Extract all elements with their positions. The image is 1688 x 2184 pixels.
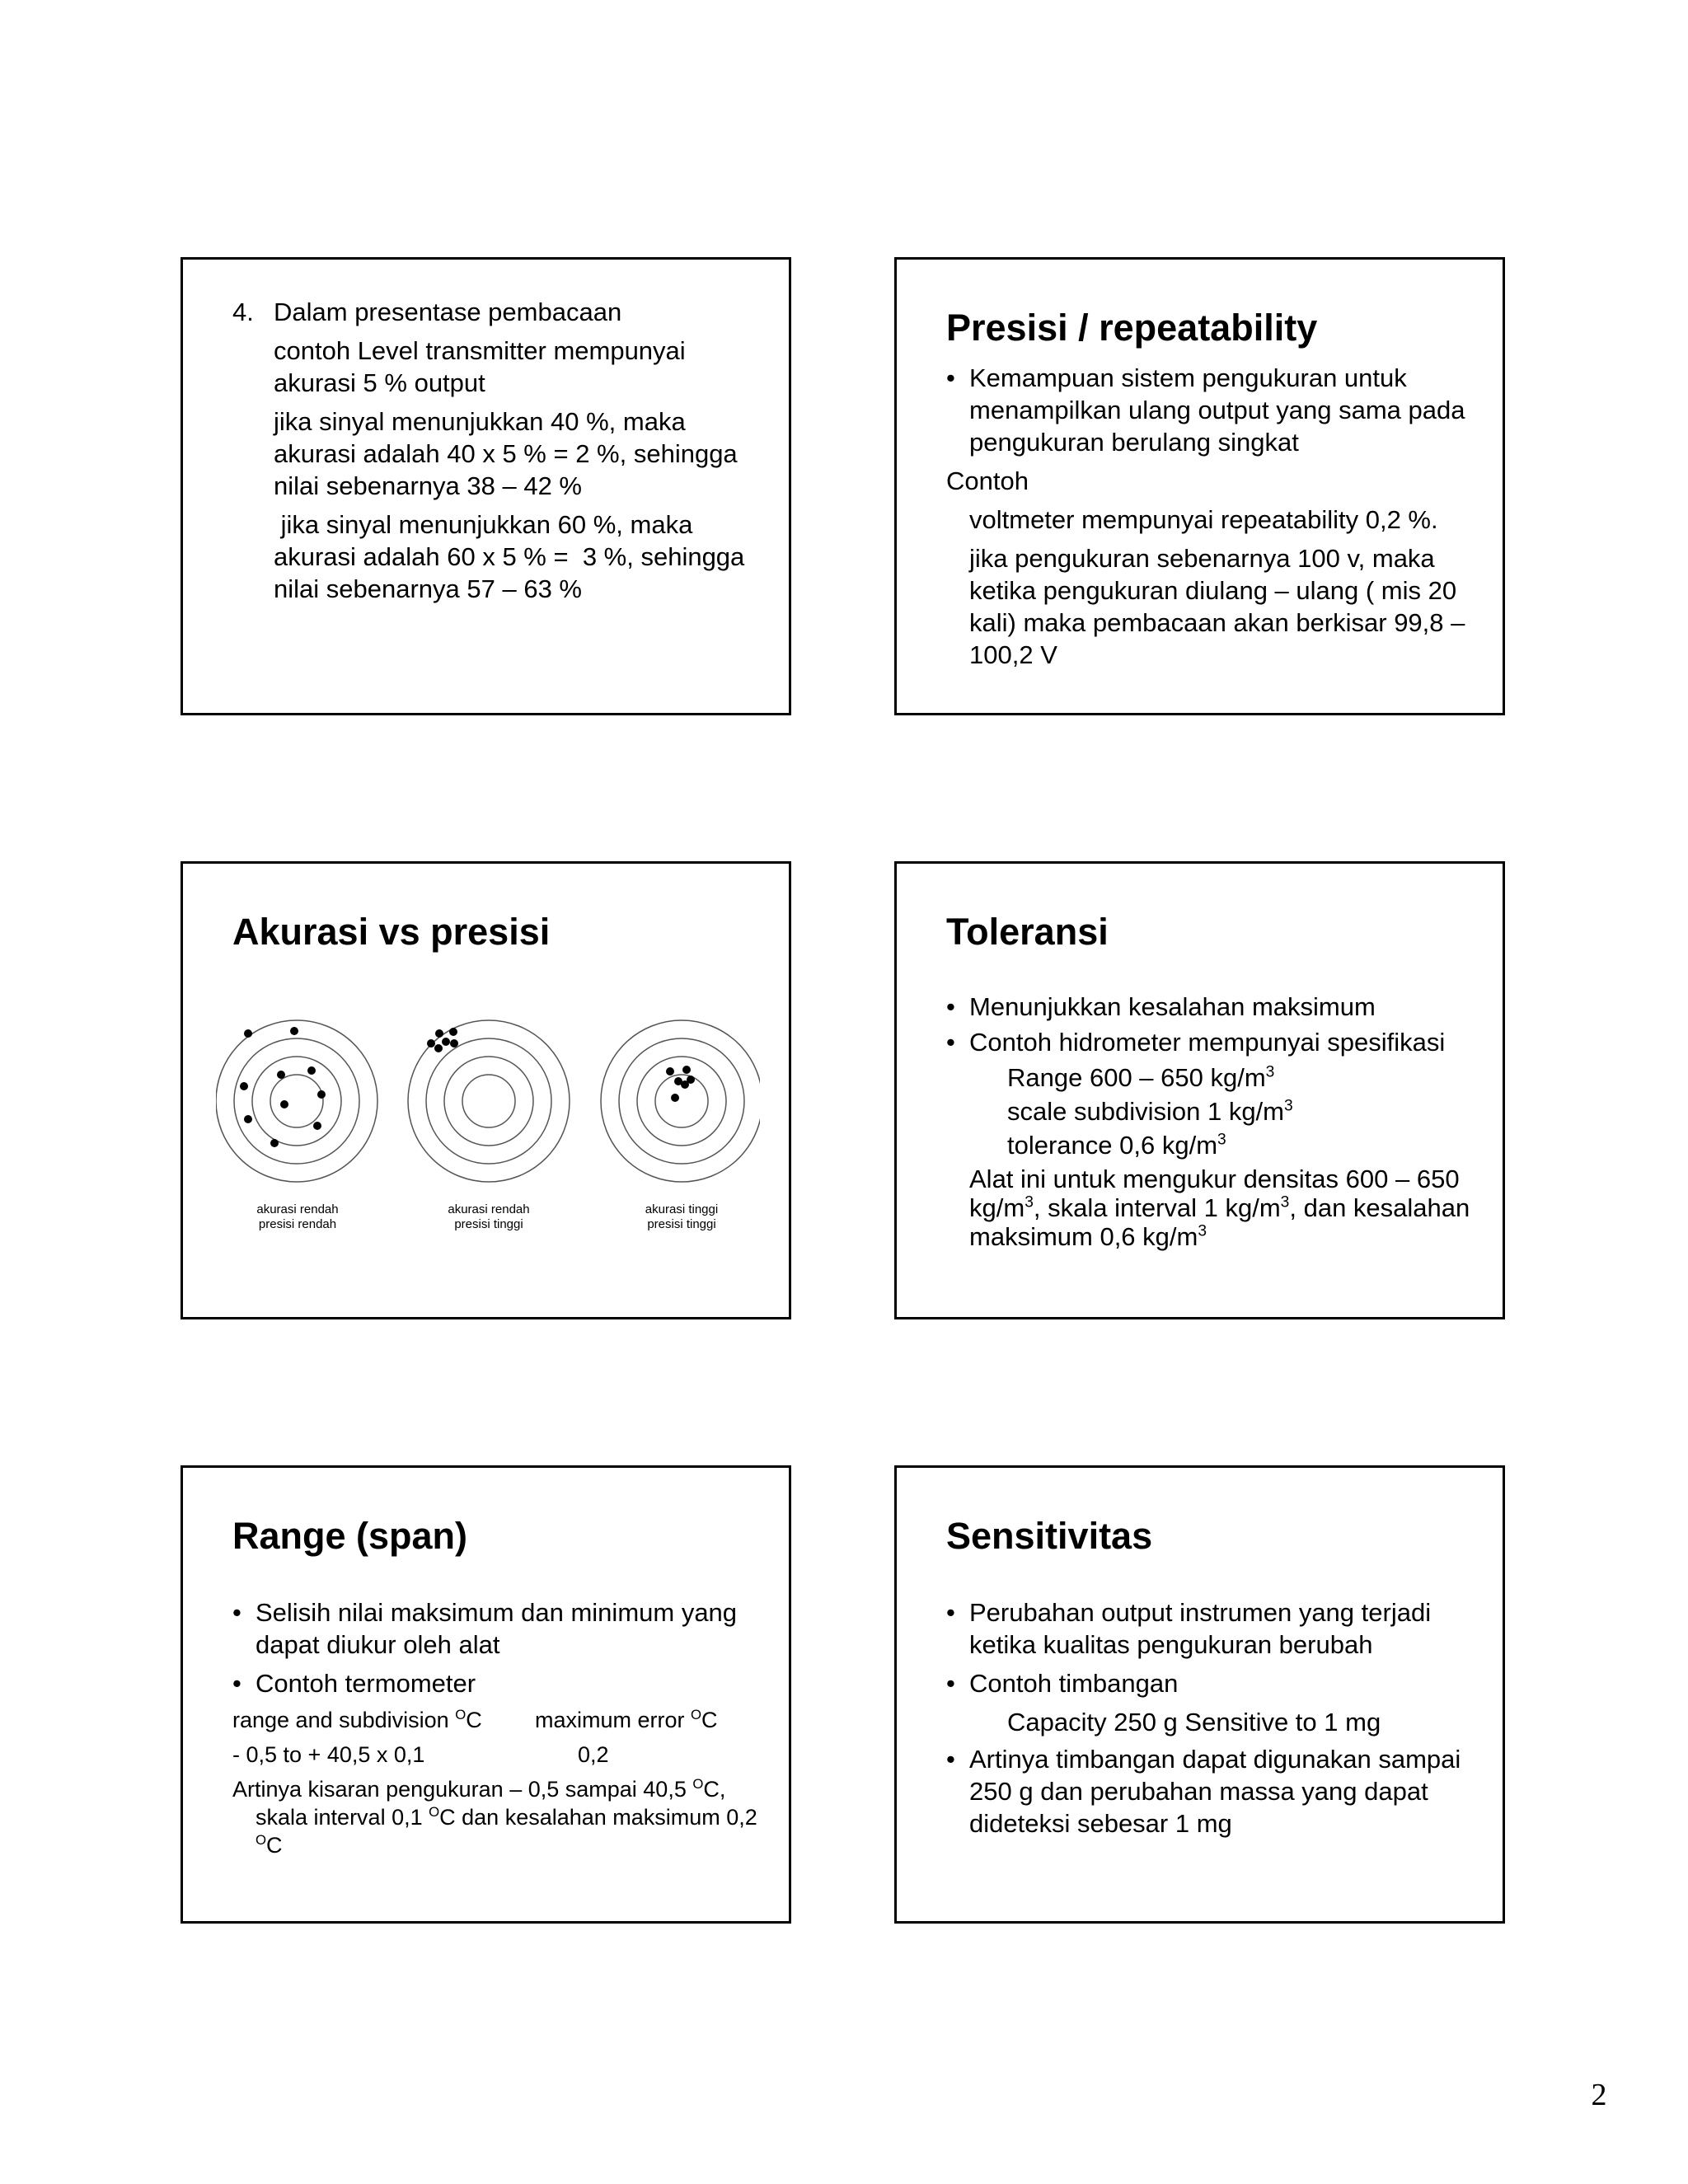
slide-body bbox=[946, 1596, 1483, 1846]
spec-tolerance: tolerance 0,6 kg/m bbox=[1007, 1131, 1218, 1160]
hit-dot bbox=[270, 1139, 279, 1147]
hit-dot bbox=[671, 1094, 679, 1102]
table-header bbox=[232, 1706, 769, 1734]
slide-accuracy-example bbox=[181, 257, 791, 715]
summary-part: Alat ini untuk mengukur densitas 600 – 650 kg/m bbox=[969, 1165, 1460, 1222]
superscript: 3 bbox=[1217, 1131, 1226, 1149]
bullet-item: • Contoh hidrometer mempunyai spesifikasi bbox=[946, 1028, 1483, 1057]
superscript: 3 bbox=[1280, 1193, 1290, 1212]
slide-title: Akurasi vs presisi bbox=[232, 911, 551, 953]
unit: C bbox=[466, 1708, 482, 1732]
example-line: jika pengukuran sebenarnya 100 v, maka ketika pengukuran diulang – ulang ( mis 20 kali) maka pembacaan akan berkisar 99,8 – 100,2 V bbox=[969, 544, 1465, 669]
slide-tolerance bbox=[894, 861, 1505, 1319]
hit-dot bbox=[290, 1027, 298, 1035]
target-caption bbox=[203, 1202, 392, 1232]
example-line: voltmeter mempunyai repeatability 0,2 %. bbox=[969, 505, 1438, 534]
meaning-part: C, skala interval 0,1 bbox=[256, 1777, 726, 1830]
bullet-item: • Contoh timbangan bbox=[946, 1667, 1483, 1699]
slide-accuracy-vs-precision bbox=[181, 861, 791, 1319]
col-error-label: maximum error bbox=[535, 1708, 692, 1732]
slide-body bbox=[232, 1596, 769, 1866]
numbered-item bbox=[232, 296, 769, 605]
hit-dot bbox=[313, 1122, 321, 1130]
cell-range: - 0,5 to + 40,5 x 0,1 bbox=[232, 1742, 425, 1767]
item-heading: Dalam presentase pembacaan bbox=[274, 298, 622, 326]
superscript: O bbox=[691, 1707, 702, 1722]
hit-dot bbox=[682, 1066, 691, 1074]
hit-dot bbox=[277, 1071, 285, 1079]
hit-dot bbox=[317, 1090, 326, 1099]
superscript: 3 bbox=[1284, 1097, 1293, 1115]
hit-dot bbox=[450, 1039, 458, 1047]
superscript: 3 bbox=[1025, 1193, 1034, 1212]
spec-line bbox=[946, 1097, 1483, 1126]
summary-part: , dan kesalahan maksimum 0,6 kg/m bbox=[969, 1193, 1470, 1251]
col-range bbox=[232, 1706, 535, 1734]
hit-dot bbox=[307, 1066, 316, 1075]
caption-precision: presisi tinggi bbox=[454, 1217, 523, 1231]
hit-dot bbox=[434, 1044, 443, 1052]
unit: C bbox=[266, 1833, 283, 1858]
caption-accuracy: akurasi rendah bbox=[256, 1202, 339, 1216]
slide-body bbox=[946, 362, 1483, 677]
superscript: O bbox=[455, 1707, 467, 1722]
example-line: Capacity 250 g Sensitive to 1 mg bbox=[1007, 1708, 1381, 1736]
spec-line bbox=[946, 1131, 1483, 1160]
page-number: 2 bbox=[1591, 2078, 1607, 2112]
meaning-part: C dan kesalahan maksimum 0,2 bbox=[439, 1805, 757, 1830]
bullet-item: • Contoh termometer bbox=[232, 1667, 769, 1699]
bullet-item: • Artinya timbangan dapat digunakan sampai 250 g dan perubahan massa yang dapat dideteksi sebesar 1 mg bbox=[946, 1743, 1483, 1840]
col-range-label: range and subdivision bbox=[232, 1708, 456, 1732]
spec-line bbox=[946, 1063, 1483, 1092]
meaning-part: Artinya kisaran pengukuran – 0,5 sampai 40,5 bbox=[232, 1777, 693, 1802]
slide-title: Toleransi bbox=[946, 911, 1109, 953]
table-row bbox=[232, 1741, 769, 1769]
target-high-accuracy-high-precision bbox=[601, 1020, 760, 1182]
hit-dot bbox=[449, 1028, 457, 1036]
slide-sensitivity bbox=[894, 1465, 1505, 1924]
spec-range: Range 600 – 650 kg/m bbox=[1007, 1063, 1266, 1092]
item-line: jika sinyal menunjukkan 60 %, maka akurasi adalah 60 x 5 % = 3 %, sehingga nilai sebenarnya 57 – 63 % bbox=[274, 510, 752, 603]
slide-range-span bbox=[181, 1465, 791, 1924]
superscript: 3 bbox=[1265, 1063, 1275, 1081]
slide-body bbox=[946, 992, 1483, 1258]
superscript: O bbox=[692, 1776, 704, 1792]
slide-precision bbox=[894, 257, 1505, 715]
bullet-item: • Perubahan output instrumen yang terjadi ketika kualitas pengukuran berubah bbox=[946, 1596, 1483, 1661]
summary-text bbox=[946, 1165, 1483, 1251]
hit-dot bbox=[244, 1115, 252, 1123]
contoh-label: Contoh bbox=[946, 466, 1029, 495]
superscript: O bbox=[256, 1832, 267, 1848]
bullet-item: • Kemampuan sistem pengukuran untuk menampilkan ulang output yang sama pada pengukuran berulang singkat bbox=[946, 362, 1483, 458]
target-caption bbox=[587, 1202, 776, 1232]
hit-dot bbox=[244, 1029, 252, 1038]
caption-precision: presisi tinggi bbox=[647, 1217, 716, 1231]
caption-accuracy: akurasi rendah bbox=[448, 1202, 530, 1216]
target-diagrams bbox=[216, 1002, 760, 1231]
target-low-accuracy-low-precision bbox=[216, 1020, 377, 1182]
slide-title: Range (span) bbox=[232, 1515, 468, 1557]
cell-error: 0,2 bbox=[578, 1742, 609, 1767]
bullet-item: • Selisih nilai maksimum dan minimum yang dapat diukur oleh alat bbox=[232, 1596, 769, 1661]
hit-dot bbox=[666, 1067, 674, 1076]
slide-title: Sensitivitas bbox=[946, 1515, 1153, 1557]
caption-precision: presisi rendah bbox=[258, 1217, 337, 1231]
caption-accuracy: akurasi tinggi bbox=[645, 1202, 719, 1216]
unit: C bbox=[701, 1708, 718, 1732]
target-caption bbox=[394, 1202, 584, 1232]
col-error bbox=[535, 1706, 718, 1734]
targets-svg bbox=[216, 1002, 760, 1200]
meaning-text bbox=[232, 1775, 769, 1859]
hit-dot bbox=[240, 1082, 248, 1090]
slide-body bbox=[232, 296, 769, 612]
bullet-item: • Menunjukkan kesalahan maksimum bbox=[946, 992, 1483, 1021]
slide-title: Presisi / repeatability bbox=[946, 307, 1318, 349]
superscript: 3 bbox=[1198, 1222, 1207, 1240]
hit-dot bbox=[280, 1100, 288, 1108]
superscript: O bbox=[429, 1804, 440, 1820]
item-number: 4. bbox=[232, 298, 254, 326]
item-line: jika sinyal menunjukkan 40 %, maka akurasi adalah 40 x 5 % = 2 %, sehingga nilai sebenarnya 38 – 42 % bbox=[274, 407, 738, 500]
hit-dot bbox=[681, 1080, 689, 1089]
summary-part: , skala interval 1 kg/m bbox=[1033, 1193, 1281, 1222]
hit-dot bbox=[427, 1039, 435, 1047]
item-line: contoh Level transmitter mempunyai akurasi 5 % output bbox=[274, 336, 686, 397]
spec-scale: scale subdivision 1 kg/m bbox=[1007, 1097, 1284, 1126]
hit-dot bbox=[435, 1029, 443, 1038]
hit-dot bbox=[442, 1038, 450, 1046]
